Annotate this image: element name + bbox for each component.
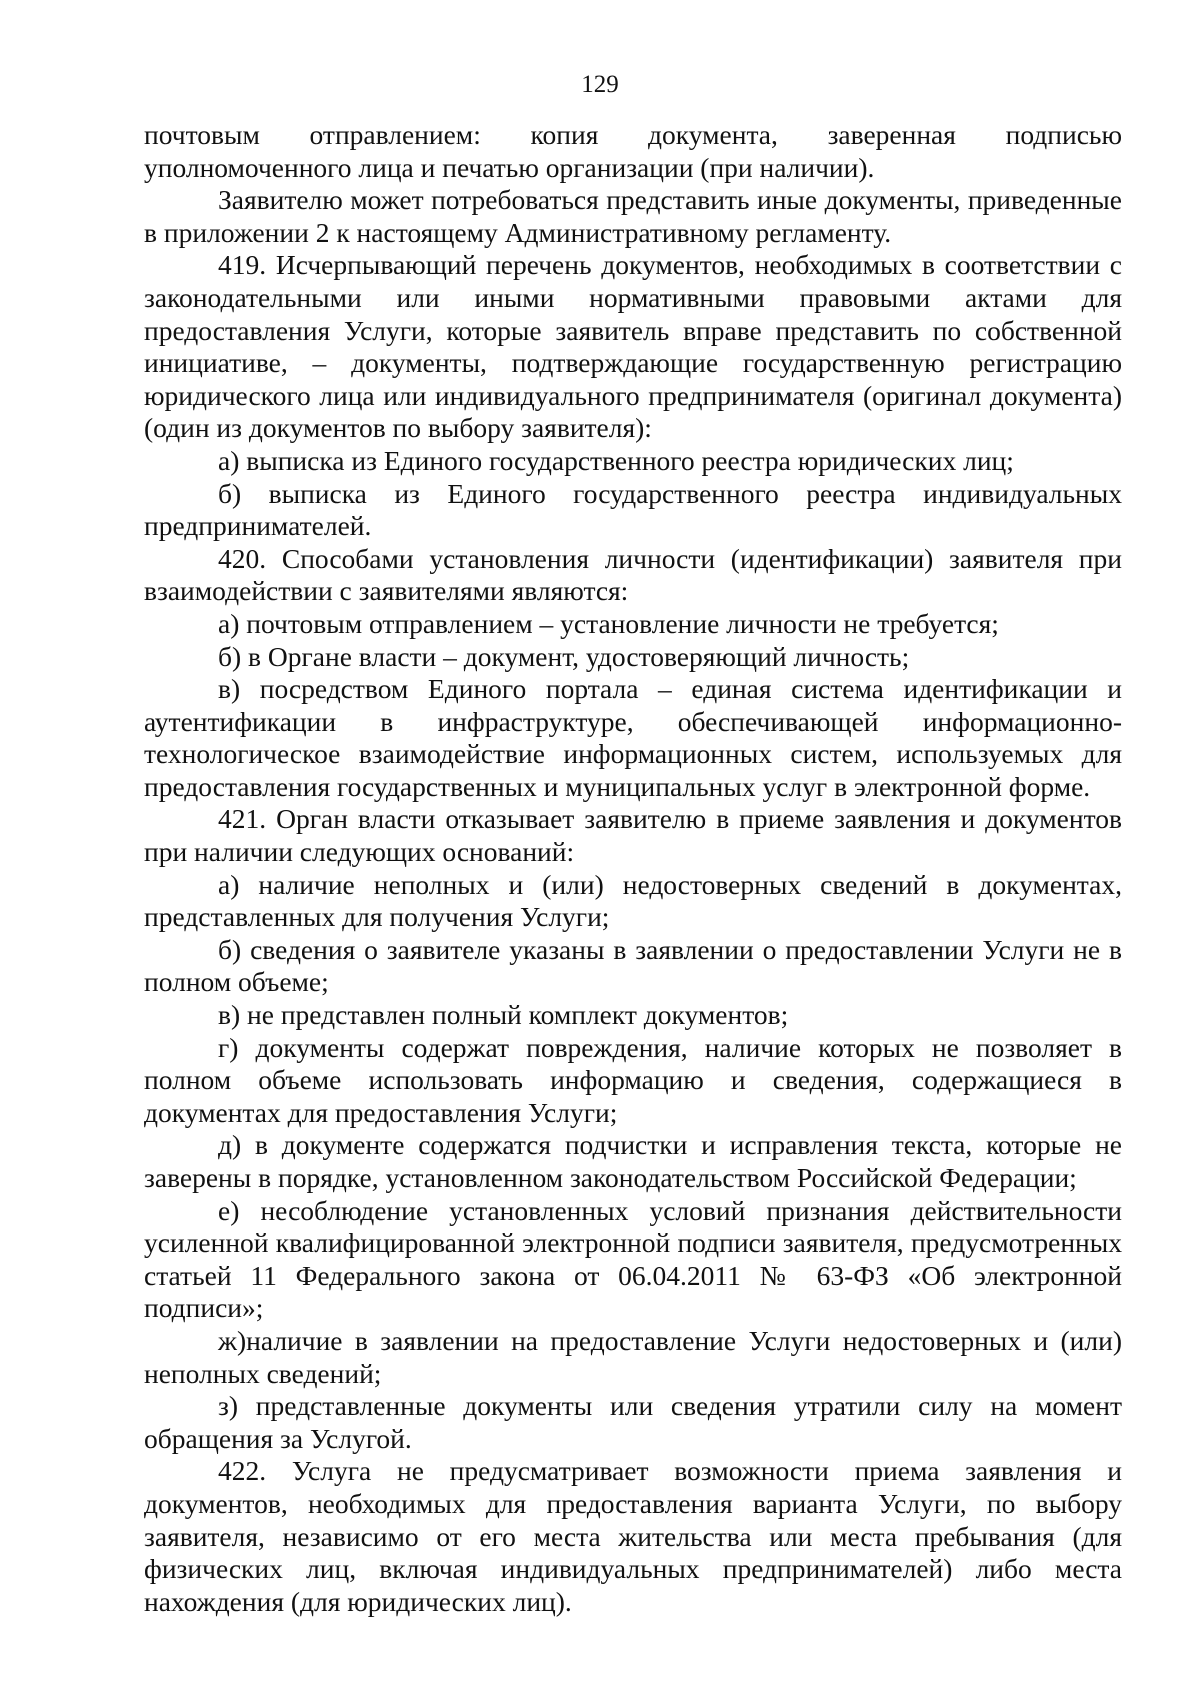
document-body xyxy=(144,119,1122,1618)
list-item-421-b: б) сведения о заявителе указаны в заявлении о предоставлении Услуги не в полном объеме; xyxy=(144,933,1122,998)
paragraph-other-documents: Заявителю может потребоваться представить иные документы, приведенные в приложении 2 к настоящему Административному регламенту. xyxy=(144,184,1122,248)
list-item-421-g: г) документы содержат повреждения, наличие которых не позволяет в полном объеме использовать информацию и сведения, содержащиеся в документах для предоставления Услуги; xyxy=(144,1031,1122,1128)
list-item-421-v: в) не представлен полный комплект документов; xyxy=(218,999,789,1031)
paragraph-419: 419. Исчерпывающий перечень документов, необходимых в соответствии с законодательными или иными нормативными правовыми актами для предоставления Услуги, которые заявитель вправе представить по собственной инициативе, – документы, подтверждающие государственную регистрацию юридического лица или индивидуального предпринимателя (оригинал документа) (один из документов по выбору заявителя): xyxy=(144,249,1122,444)
list-item-419-a: а) выписка из Единого государственного реестра юридических лиц; xyxy=(218,444,1014,476)
list-item-421-d: д) в документе содержатся подчистки и исправления текста, которые не заверены в порядке, установленном законодательством Российской Федерации; xyxy=(144,1129,1122,1193)
paragraph-postal-copy: почтовым отправлением: копия документа, заверенная подписью уполномоченного лица и печатью организации (при наличии). xyxy=(144,119,1122,183)
list-item-420-v: в) посредством Единого портала – единая система идентификации и аутентификации в инфраструктуре, обеспечивающей информационно-технологическое взаимодействие информационных систем, используемых для предоставления государственных и муниципальных услуг в электронной форме. xyxy=(144,673,1122,802)
list-item-421-zh: ж)наличие в заявлении на предоставление Услуги недостоверных и (или) неполных сведений; xyxy=(144,1324,1122,1389)
list-item-419-b: б) выписка из Единого государственного реестра индивидуальных предпринимателей. xyxy=(144,477,1122,542)
list-item-420-b: б) в Органе власти – документ, удостоверяющий личность; xyxy=(218,640,910,672)
paragraph-421: 421. Орган власти отказывает заявителю в приеме заявления и документов при наличии следующих оснований: xyxy=(144,803,1122,868)
list-item-420-a: а) почтовым отправлением – установление личности не требуется; xyxy=(218,607,999,639)
page-number: 129 xyxy=(581,71,619,98)
list-item-421-e: е) несоблюдение установленных условий признания действительности усиленной квалифицированной электронной подписи заявителя, предусмотренных статьей 11 Федерального закона от 06.04.2011 № 63-ФЗ «Об электронной подписи»; xyxy=(144,1194,1122,1324)
paragraph-420: 420. Способами установления личности (идентификации) заявителя при взаимодействии с заявителями являются: xyxy=(144,542,1122,607)
paragraph-422: 422. Услуга не предусматривает возможности приема заявления и документов, необходимых для предоставления варианта Услуги, по выбору заявителя, независимо от его места жительства или места пребывания (для физических лиц, включая индивидуальных предпринимателей) либо места нахождения (для юридических лиц). xyxy=(144,1455,1122,1617)
list-item-421-a: а) наличие неполных и (или) недостоверных сведений в документах, представленных для получения Услуги; xyxy=(144,868,1122,933)
list-item-421-z: з) представленные документы или сведения утратили силу на момент обращения за Услугой. xyxy=(144,1390,1122,1454)
